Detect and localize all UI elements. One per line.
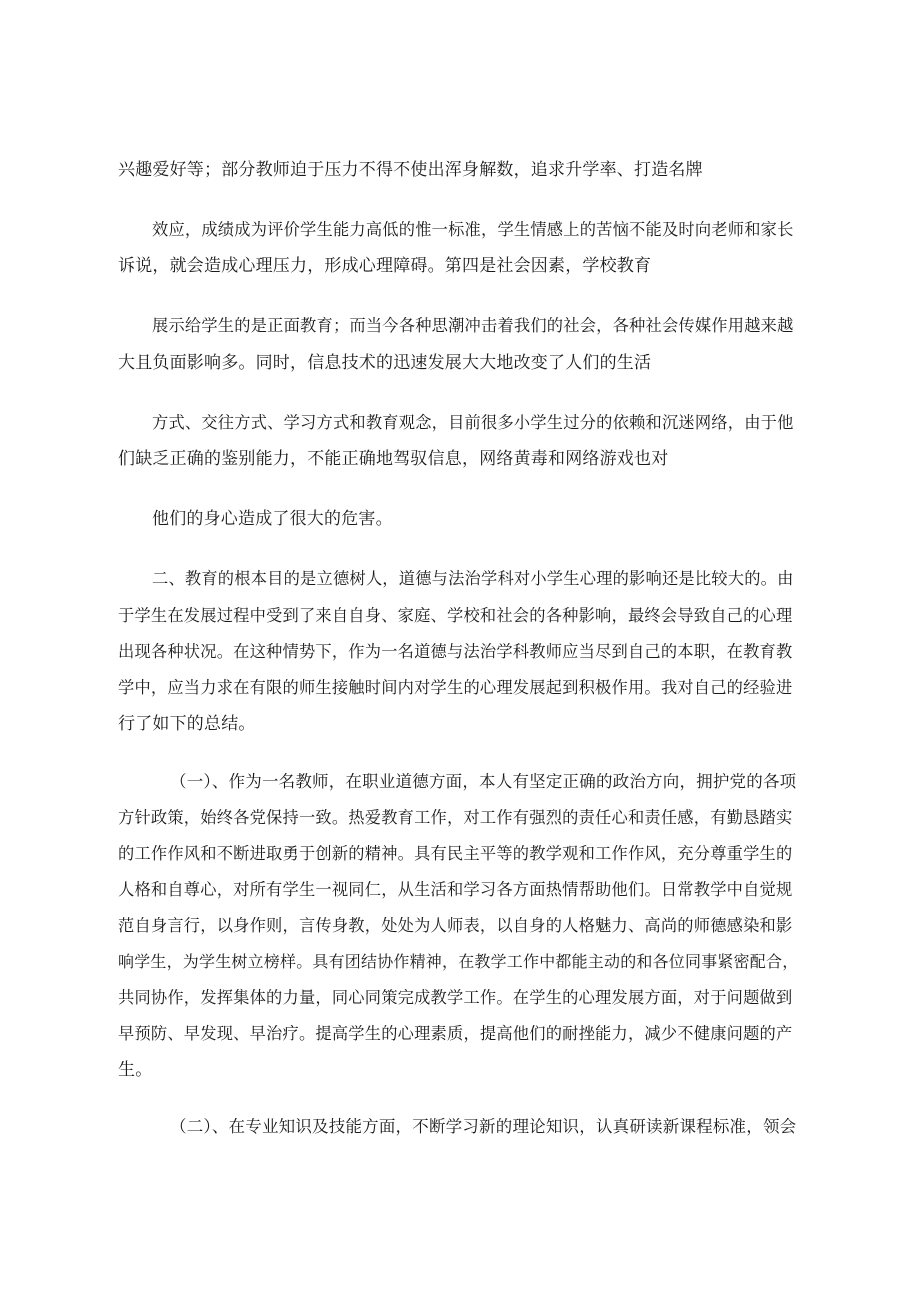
text-line: 出现各种状况。在这种情势下，作为一名道德与法治学科教师应当尽到自己的本职，在教育教 [118,642,793,661]
text-line: 诉说，就会造成心理压力，形成心理障碍。第四是社会因素，学校教育 [118,256,652,276]
text-line: 兴趣爱好等；部分教师迫于压力不得不使出浑身解数，追求升学率、打造名牌 [118,160,703,180]
text-line: 大且负面影响多。同时，信息技术的迅速发展大大地改变了人们的生活 [118,353,652,373]
text-line: 展示给学生的是正面教育；而当今各种思潮冲击着我们的社会，各种社会传媒作用越来越 [152,316,794,335]
text-line: （一）、作为一名教师，在职业道德方面，本人有坚定正确的政治方向，拥护党的各项 [170,772,797,791]
text-line: 们缺乏正确的鉴别能力，不能正确地驾驭信息，网络黄毒和网络游戏也对 [118,449,669,469]
text-line: 共同协作，发挥集体的力量，同心同策完成教学工作。在学生的心理发展方面，对于问题做到 [118,988,793,1007]
text-line: 的工作作风和不断进取勇于创新的精神。具有民主平等的教学观和工作作风，充分尊重学生的 [118,844,793,863]
text-line: 响学生，为学生树立榜样。具有团结协作精神，在教学工作中都能主动的和各位同事紧密配合， [118,952,799,971]
text-line: 学中，应当力求在有限的师生接触时间内对学生的心理发展起到积极作用。我对自己的经验进 [118,678,793,697]
text-line: 早预防、早发现、早治疗。提高学生的心理素质，提高他们的耐挫能力，减少不健康问题的产 [118,1024,793,1043]
text-line: 行了如下的总结。 [118,714,256,734]
text-line: 效应，成绩成为评价学生能力高低的惟一标准，学生情感上的苦恼不能及时向老师和家长 [152,220,794,239]
text-line: 他们的身心造成了很大的危害。 [152,509,393,529]
text-line: 于学生在发展过程中受到了来自自身、家庭、学校和社会的各种影响，最终会导致自己的心理 [118,606,793,625]
text-line: 人格和自尊心，对所有学生一视同仁，从生活和学习各方面热情帮助他们。日常教学中自觉规 [118,880,793,899]
text-line: 方针政策，始终各党保持一致。热爱教育工作，对工作有强烈的责任心和责任感，有勤恳踏实 [118,808,793,827]
text-line: （二）、在专业知识及技能方面，不断学习新的理论知识，认真研读新课程标准，领会 [170,1117,797,1136]
text-line: 范自身言行，以身作则，言传身教，处处为人师表，以自身的人格魅力、高尚的师德感染和影 [118,916,793,935]
text-line: 二、教育的根本目的是立德树人，道德与法治学科对小学生心理的影响还是比较大的。由 [152,569,794,588]
text-line: 方式、交往方式、学习方式和教育观念，目前很多小学生过分的依赖和沉迷网络，由于他 [152,413,794,432]
text-line: 生。 [118,1060,153,1080]
